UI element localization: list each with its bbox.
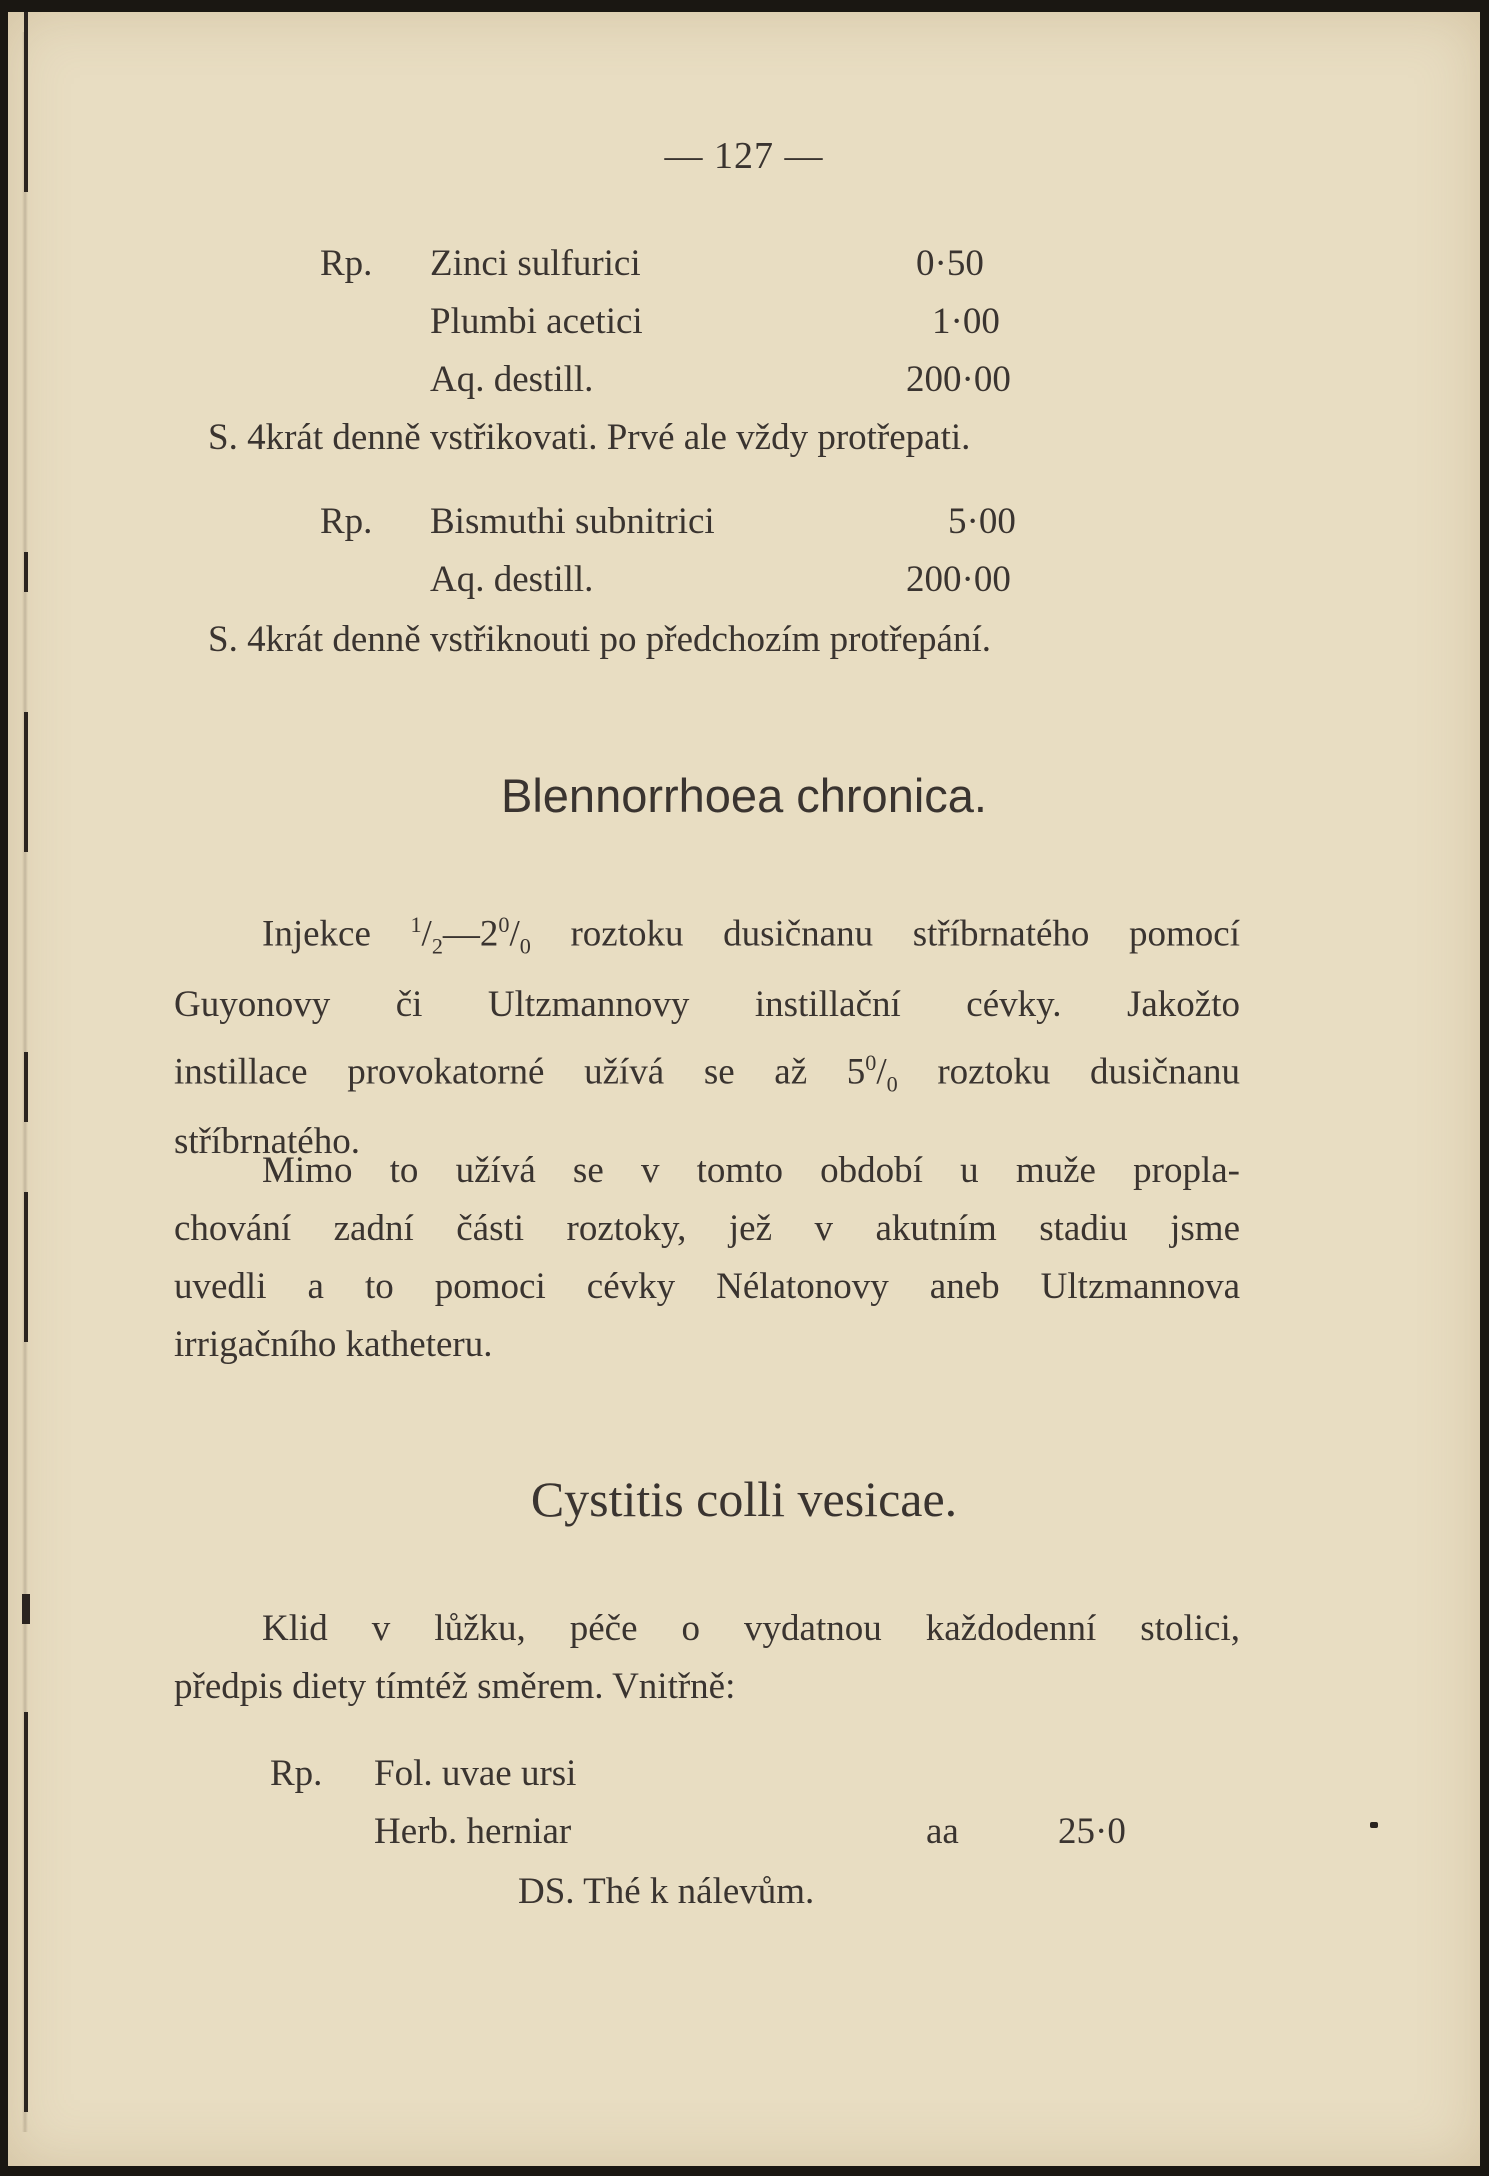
paragraph-line: Mimo to užívá se v tomto období u muže propla-	[262, 1150, 1240, 1191]
rx-ingredient: Aq. destill.	[430, 559, 594, 600]
book-page	[8, 12, 1480, 2166]
print-speck	[1370, 1822, 1378, 1828]
binding-mark	[24, 1192, 28, 1342]
paragraph-line: stříbrnatého.	[174, 1121, 360, 1163]
page-number: — 127 —	[664, 135, 824, 177]
paragraph-line: Klid v lůžku, péče o vydatnou každodenní stolici,	[262, 1608, 1240, 1649]
paragraph	[174, 1142, 1240, 1374]
rx-prefix: Rp.	[320, 243, 373, 284]
paragraph	[174, 896, 1240, 1171]
paragraph-line: předpis diety tímtéž směrem. Vnitřně:	[174, 1666, 736, 1707]
paragraph-line: Injekce $^1/_2—2^0/_0$ roztoku dusičnanu stříbrnatého pomocí	[262, 912, 1240, 959]
rx-signa: S. 4krát denně vstřiknouti po předchozím protřepání.	[208, 619, 991, 660]
rx-prefix: Rp.	[320, 501, 373, 542]
rx-ingredient: Aq. destill.	[430, 359, 594, 400]
paragraph-line: irrigačního katheteru.	[174, 1324, 493, 1365]
binding-mark	[24, 1712, 28, 2112]
rx-ingredient: Zinci sulfurici	[430, 243, 641, 284]
rx-ingredient: Bismuthi subnitrici	[430, 501, 715, 542]
rx-aa: aa	[926, 1811, 959, 1852]
rx-ingredient: Herb. herniar	[374, 1811, 572, 1852]
rx-signa: DS. Thé k nálevům.	[518, 1871, 815, 1912]
paragraph-line: instillace provokatorné užívá se až $5^0/_0$ roztoku dusičnanu	[174, 1049, 1241, 1097]
paragraph-line: uvedli a to pomoci cévky Nélatonovy aneb Ultzmannova	[174, 1266, 1240, 1307]
paragraph-line: chování zadní části roztoky, jež v akutním stadiu jsme	[174, 1208, 1240, 1249]
section-heading: Blennorrhoea chronica.	[501, 769, 987, 822]
rx-ingredient: Plumbi acetici	[430, 301, 643, 342]
rx-signa: S. 4krát denně vstřikovati. Prvé ale vždy protřepati.	[208, 417, 971, 458]
rx-amount: 1·00	[932, 301, 1000, 342]
rx-amount: 5·00	[948, 501, 1016, 542]
binding-mark	[24, 552, 28, 592]
paragraph	[174, 1600, 1240, 1716]
paragraph-line: Guyonovy či Ultzmannovy instillační cévky. Jakožto	[174, 983, 1240, 1025]
rx-prefix: Rp.	[270, 1753, 323, 1794]
rx-amount: 0·50	[916, 243, 984, 284]
rx-ingredient: Fol. uvae ursi	[374, 1753, 577, 1794]
binding-mark	[24, 1052, 28, 1122]
rx-amount: 200·00	[906, 559, 1011, 600]
rx-amount: 200·00	[906, 359, 1011, 400]
rx-amount: 25·0	[1058, 1811, 1126, 1852]
binding-mark	[22, 1594, 30, 1624]
section-heading: Cystitis colli vesicae.	[530, 1471, 958, 1527]
